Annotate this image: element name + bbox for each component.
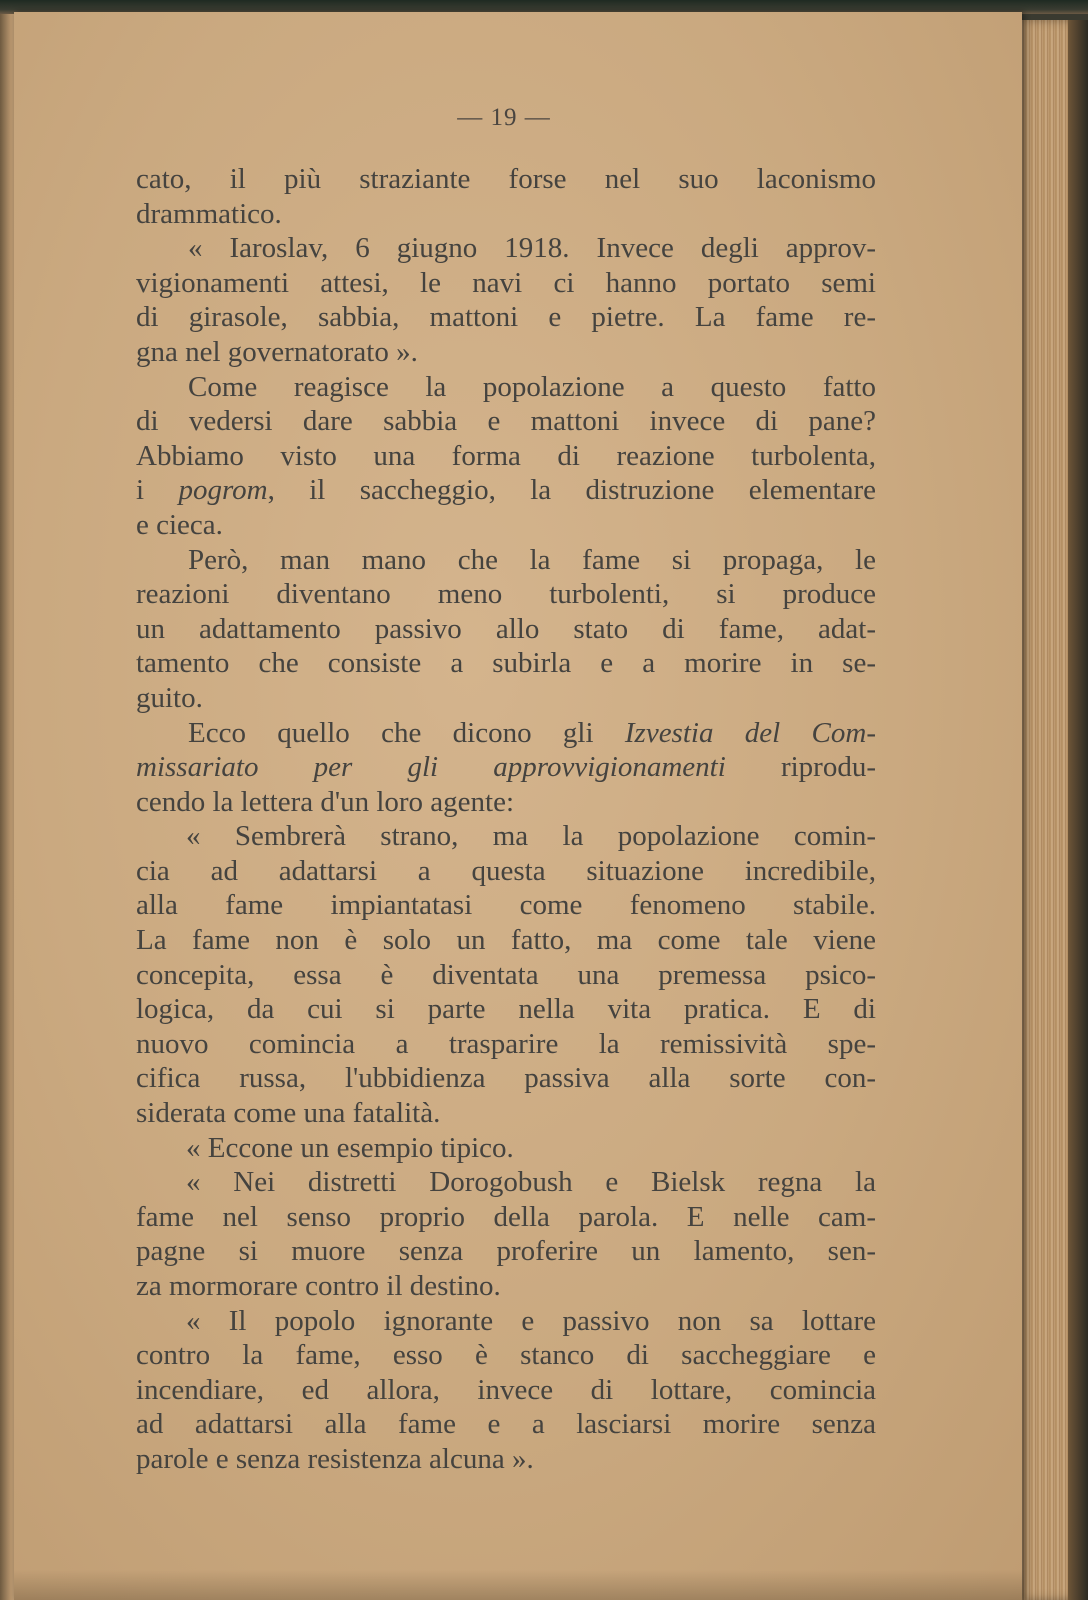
body-text xyxy=(136,162,876,1477)
text-line: La fame non è solo un fatto, ma come tale viene xyxy=(136,924,876,957)
text-line: e cieca. xyxy=(136,508,223,541)
text-line: alla fame impiantatasi come fenomeno stabile. xyxy=(136,889,876,922)
text-segment: Ecco quello che dicono gli xyxy=(188,716,625,749)
text-line: gna nel governatorato ». xyxy=(136,335,418,368)
text-segment: riprodu- xyxy=(725,751,876,784)
text-line: drammatico. xyxy=(136,197,282,230)
text-line: « Il popolo ignorante e passivo non sa lottare xyxy=(186,1304,876,1337)
text-line: di girasole, sabbia, mattoni e pietre. La fame re- xyxy=(136,301,876,334)
text-line: cifica russa, l'ubbidienza passiva alla sorte con- xyxy=(136,1062,876,1095)
text-line: cia ad adattarsi a questa situazione incredibile, xyxy=(136,854,876,887)
text-segment: , il saccheggio, la distruzione elementare xyxy=(267,474,876,507)
text-line: ad adattarsi alla fame e a lasciarsi morire senza xyxy=(136,1408,876,1441)
text-line xyxy=(136,716,876,751)
text-line: Però, man mano che la fame si propaga, le xyxy=(188,543,876,576)
text-line: logica, da cui si parte nella vita pratica. E di xyxy=(136,993,876,1026)
text-line: pagne si muore senza proferire un lamento, sen- xyxy=(136,1235,876,1268)
text-line: tamento che consiste a subirla e a morire in se- xyxy=(136,647,876,680)
text-line: incendiare, ed allora, invece di lottare, comincia xyxy=(136,1373,876,1406)
text-line xyxy=(136,750,876,785)
text-line: cato, il più straziante forse nel suo laconismo xyxy=(136,163,876,195)
text-line: un adattamento passivo allo stato di fame, adat- xyxy=(136,612,876,645)
italic-segment: missariato per gli approvvigionamenti xyxy=(136,751,726,784)
text-line: cendo la lettera d'un loro agente: xyxy=(136,785,515,818)
text-line: reazioni diventano meno turbolenti, si produce xyxy=(136,578,876,611)
italic-segment: pogrom xyxy=(178,474,268,507)
text-segment: i xyxy=(136,474,179,507)
text-line: « Nei distretti Dorogobush e Bielsk regna la xyxy=(186,1166,876,1199)
text-line: di vedersi dare sabbia e mattoni invece di pane? xyxy=(136,405,876,438)
text-line: Come reagisce la popolazione a questo fatto xyxy=(188,370,876,403)
text-line: guito. xyxy=(136,681,203,714)
text-line: « Iaroslav, 6 giugno 1918. Invece degli approv- xyxy=(188,232,876,265)
text-line: nuovo comincia a trasparire la remissività spe- xyxy=(136,1027,876,1060)
text-line: « Eccone un esempio tipico. xyxy=(186,1131,514,1164)
page-bottom-shadow xyxy=(14,1570,1024,1600)
text-line: Abbiamo visto una forma di reazione turbolenta, xyxy=(136,439,876,472)
text-line: fame nel senso proprio della parola. E nelle cam- xyxy=(136,1200,876,1233)
text-line: za mormorare contro il destino. xyxy=(136,1270,501,1302)
text-line: siderata come una fatalità. xyxy=(136,1097,441,1130)
text-line: « Sembrerà strano, ma la popolazione comin- xyxy=(186,820,876,853)
text-line xyxy=(136,473,876,508)
text-line: vigionamenti attesi, le navi ci hanno portato semi xyxy=(136,266,876,299)
book-page xyxy=(14,12,1022,1600)
book-cover-edge xyxy=(1068,20,1088,1600)
italic-segment: Izvestia del Com- xyxy=(624,716,876,749)
text-line: concepita, essa è diventata una premessa psico- xyxy=(136,958,876,991)
text-line: contro la fame, esso è stanco di saccheggiare e xyxy=(136,1339,876,1372)
text-line: parole e senza resistenza alcuna ». xyxy=(136,1442,534,1475)
page-number: — 19 — xyxy=(457,104,551,131)
